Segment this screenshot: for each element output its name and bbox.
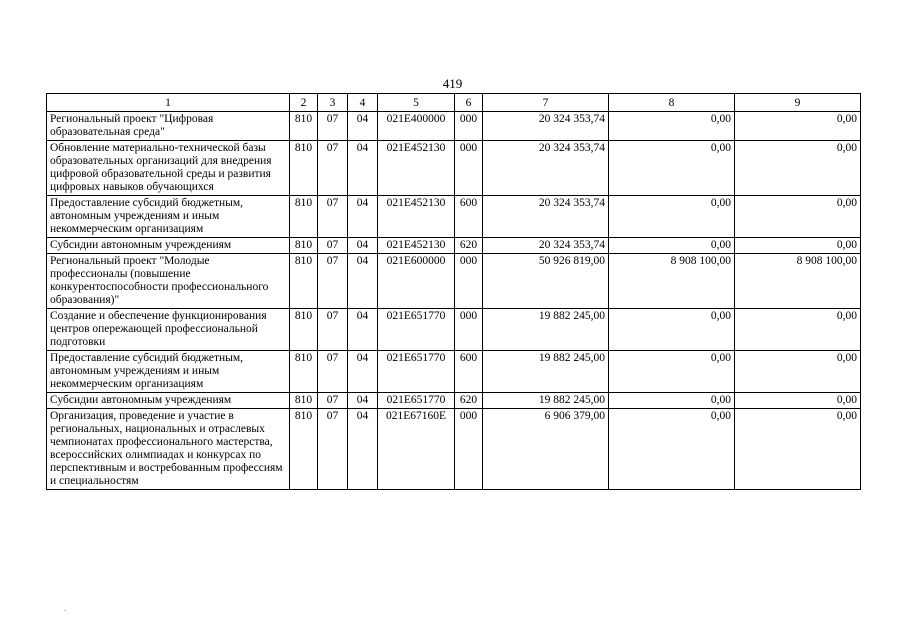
code-expense-type: 620	[455, 238, 483, 254]
amount-col7: 50 926 819,00	[483, 254, 609, 309]
row-name: Обновление материально-технической базы образовательных организаций для внедрения цифровой образовательной среды и развития цифровых навыков обучающихся	[47, 141, 290, 196]
code-expense-type: 000	[455, 254, 483, 309]
code-target-article: 021E400000	[378, 112, 455, 141]
code-section: 07	[318, 238, 348, 254]
code-target-article: 021E67160E	[378, 409, 455, 490]
code-subsection: 04	[348, 351, 378, 393]
code-target-article: 021E452130	[378, 238, 455, 254]
code-ministry: 810	[290, 238, 318, 254]
code-section: 07	[318, 141, 348, 196]
amount-col8: 0,00	[609, 409, 735, 490]
header-cell: 4	[348, 94, 378, 112]
amount-col8: 0,00	[609, 238, 735, 254]
amount-col7: 20 324 353,74	[483, 238, 609, 254]
code-expense-type: 620	[455, 393, 483, 409]
header-cell: 2	[290, 94, 318, 112]
header-cell: 5	[378, 94, 455, 112]
code-target-article: 021E651770	[378, 393, 455, 409]
table-row	[47, 393, 861, 409]
code-target-article: 021E600000	[378, 254, 455, 309]
header-cell: 1	[47, 94, 290, 112]
scan-speck	[64, 610, 66, 611]
table-row	[47, 112, 861, 141]
code-subsection: 04	[348, 112, 378, 141]
code-ministry: 810	[290, 196, 318, 238]
code-ministry: 810	[290, 112, 318, 141]
code-subsection: 04	[348, 254, 378, 309]
header-cell: 3	[318, 94, 348, 112]
amount-col8: 0,00	[609, 351, 735, 393]
table-row	[47, 196, 861, 238]
code-section: 07	[318, 351, 348, 393]
amount-col8: 8 908 100,00	[609, 254, 735, 309]
amount-col8: 0,00	[609, 196, 735, 238]
amount-col7: 6 906 379,00	[483, 409, 609, 490]
code-subsection: 04	[348, 196, 378, 238]
amount-col8: 0,00	[609, 112, 735, 141]
code-target-article: 021E452130	[378, 196, 455, 238]
header-cell: 7	[483, 94, 609, 112]
row-name: Субсидии автономным учреждениям	[47, 393, 290, 409]
code-subsection: 04	[348, 409, 378, 490]
code-target-article: 021E651770	[378, 351, 455, 393]
header-row	[47, 94, 861, 112]
amount-col9: 0,00	[735, 238, 861, 254]
amount-col9: 0,00	[735, 351, 861, 393]
code-target-article: 021E452130	[378, 141, 455, 196]
code-subsection: 04	[348, 238, 378, 254]
amount-col9: 8 908 100,00	[735, 254, 861, 309]
amount-col9: 0,00	[735, 141, 861, 196]
header-cell: 8	[609, 94, 735, 112]
row-name: Субсидии автономным учреждениям	[47, 238, 290, 254]
code-subsection: 04	[348, 309, 378, 351]
header-cell: 9	[735, 94, 861, 112]
amount-col7: 19 882 245,00	[483, 351, 609, 393]
amount-col7: 19 882 245,00	[483, 393, 609, 409]
code-subsection: 04	[348, 393, 378, 409]
amount-col9: 0,00	[735, 112, 861, 141]
code-target-article: 021E651770	[378, 309, 455, 351]
row-name: Организация, проведение и участие в региональных, национальных и отраслевых чемпионатах профессионального мастерства, всероссийских олимпиадах и конкурсах по перспективным и востребованным профессиям и специальностям	[47, 409, 290, 490]
code-ministry: 810	[290, 393, 318, 409]
code-ministry: 810	[290, 351, 318, 393]
amount-col9: 0,00	[735, 309, 861, 351]
amount-col8: 0,00	[609, 393, 735, 409]
row-name: Предоставление субсидий бюджетным, автономным учреждениям и иным некоммерческим организациям	[47, 196, 290, 238]
code-section: 07	[318, 254, 348, 309]
table-row	[47, 254, 861, 309]
code-ministry: 810	[290, 309, 318, 351]
amount-col7: 20 324 353,74	[483, 112, 609, 141]
row-name: Региональный проект "Молодые профессионалы (повышение конкурентоспособности профессионального образования)"	[47, 254, 290, 309]
code-ministry: 810	[290, 141, 318, 196]
code-section: 07	[318, 196, 348, 238]
amount-col8: 0,00	[609, 309, 735, 351]
header-cell: 6	[455, 94, 483, 112]
code-expense-type: 000	[455, 309, 483, 351]
amount-col9: 0,00	[735, 196, 861, 238]
table-row	[47, 238, 861, 254]
code-section: 07	[318, 393, 348, 409]
budget-table	[46, 93, 861, 490]
code-section: 07	[318, 409, 348, 490]
amount-col9: 0,00	[735, 393, 861, 409]
code-ministry: 810	[290, 409, 318, 490]
code-expense-type: 000	[455, 409, 483, 490]
row-name: Региональный проект "Цифровая образовательная среда"	[47, 112, 290, 141]
amount-col8: 0,00	[609, 141, 735, 196]
code-expense-type: 000	[455, 112, 483, 141]
code-expense-type: 600	[455, 196, 483, 238]
table-row	[47, 409, 861, 490]
row-name: Предоставление субсидий бюджетным, автономным учреждениям и иным некоммерческим организациям	[47, 351, 290, 393]
code-subsection: 04	[348, 141, 378, 196]
table-row	[47, 141, 861, 196]
amount-col9: 0,00	[735, 409, 861, 490]
code-section: 07	[318, 112, 348, 141]
page-number: 419	[442, 76, 463, 91]
code-section: 07	[318, 309, 348, 351]
table-row	[47, 309, 861, 351]
amount-col7: 19 882 245,00	[483, 309, 609, 351]
code-expense-type: 600	[455, 351, 483, 393]
code-ministry: 810	[290, 254, 318, 309]
table-row	[47, 351, 861, 393]
row-name: Создание и обеспечение функционирования центров опережающей профессиональной подготовки	[47, 309, 290, 351]
amount-col7: 20 324 353,74	[483, 196, 609, 238]
code-expense-type: 000	[455, 141, 483, 196]
amount-col7: 20 324 353,74	[483, 141, 609, 196]
